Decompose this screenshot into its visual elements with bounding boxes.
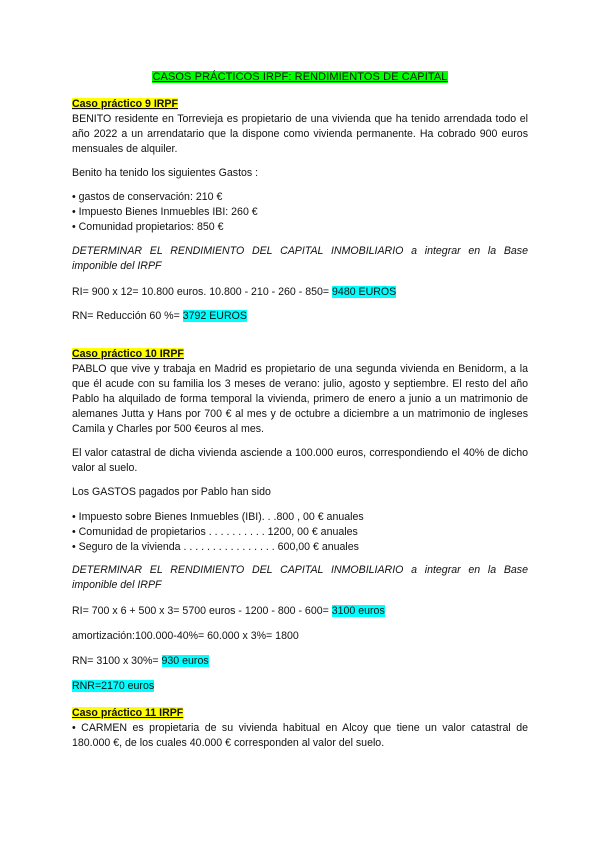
list-item: • Comunidad de propietarios . . . . . . . . . . 1200, 00 € anuales [72,526,358,538]
case10-catastral: El valor catastral de dicha vivienda asciende a 100.000 euros, correspondiendo el 40% de dicho valor al suelo. [72,447,528,474]
case10-intro: PABLO que vive y trabaja en Madrid es propietario de una segunda vivienda en Benidorm, a la que él acude con su familia los 3 meses de verano: julio, agosto y septiembre. El resto del año Pablo ha alquilado de forma temporal la vivienda, primero de enero a junio a un matrimonio de alemanes Jutta y Hans por 700 € al mes y de octubre a diciembre a un matrimonio de ingleses Camila y Charles por 500 €euros al mes. [72,363,528,435]
case9-rn-result: 3792 EUROS [182,310,247,322]
case9-heading: Caso práctico 9 IRPF [72,98,178,110]
case10-ri-result: 3100 euros [331,605,385,617]
document-title [0,71,600,84]
case9-gastos-list [72,190,528,235]
case9-ri-result: 9480 EUROS [332,286,397,298]
case10-rn-line: RN= 3100 x 30%= 930 euros [72,655,209,667]
case11-heading: Caso práctico 11 IRPF [72,707,184,719]
case10-heading: Caso práctico 10 IRPF [72,348,184,360]
case10-amort-line: amortización:100.000-40%= 60.000 x 3%= 1800 [72,630,299,642]
list-item: • Impuesto Bienes Inmuebles IBI: 260 € [72,206,258,218]
case11-intro: • CARMEN es propietaria de su vivienda habitual en Alcoy que tiene un valor catastral de 180.000 €, de los cuales 40.000 € corresponden al valor del suelo. [72,722,528,749]
case10-rnr-result: RNR=2170 euros [72,680,155,692]
case10-ri-line: RI= 700 x 6 + 500 x 3= 5700 euros - 1200 - 800 - 600= 3100 euros [72,605,385,617]
document-title-text: CASOS PRÁCTICOS IRPF: RENDIMIENTOS DE CAPITAL [152,71,448,83]
case9-ri-line: RI= 900 x 12= 10.800 euros. 10.800 - 210 - 260 - 850= 9480 EUROS [72,286,397,298]
list-item: • Impuesto sobre Bienes Inmuebles (IBI). . .800 , 00 € anuales [72,511,364,523]
list-item: • gastos de conservación: 210 € [72,191,223,203]
case9-gastos-intro: Benito ha tenido los siguientes Gastos : [72,167,259,179]
case10-rnr-line [72,679,528,694]
case10-rn-result: 930 euros [161,655,209,667]
case10-gastos-list [72,510,528,555]
case10-question: DETERMINAR EL RENDIMIENTO DEL CAPITAL INMOBILIARIO a integrar en la Base imponible del IRPF [72,564,528,591]
case10-gastos-intro: Los GASTOS pagados por Pablo han sido [72,486,271,498]
case9-question: DETERMINAR EL RENDIMIENTO DEL CAPITAL INMOBILIARIO a integrar en la Base imponible del IRPF [72,245,528,272]
list-item: • Comunidad propietarios: 850 € [72,221,224,233]
list-item: • Seguro de la vivienda . . . . . . . . . . . . . . . . 600,00 € anuales [72,541,359,553]
case9-intro: BENITO residente en Torrevieja es propietario de una vivienda que ha tenido arrendada todo el año 2022 a un arrendatario que la dispone como vivienda permanente. Ha cobrado 900 euros mensuales de alquiler. [72,113,528,155]
case9-rn-line: RN= Reducción 60 %= 3792 EUROS [72,310,247,322]
